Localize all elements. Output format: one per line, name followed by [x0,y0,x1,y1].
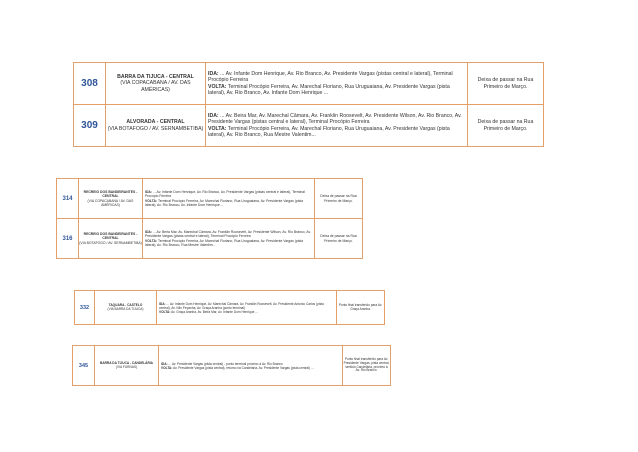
route-number: 332 [75,291,95,325]
ida-text: ... Av. Infante Dom Henrique, Av. Marechal Câmara, Av. Franklin Roosevelt, Av. Presidente Antonio Carlos (pista central), Av. Nilo Peçanha, Av. Graça Aranha (ponto terminal) [159,301,324,310]
route-note: Deixa de passar na Rua Primeiro de Março. [468,63,544,105]
route-number: 309 [74,105,106,147]
ida-label: IDA: [208,70,219,77]
route-note: Deixa de passar na Rua Primeiro de Março. [315,219,363,259]
route-note: Ponto final transferido para Av. Graça Aranha. [337,291,385,325]
route-name-cell [106,105,206,147]
ida-label: IDA: [208,112,219,119]
route-name: RECREIO DOS BANDEIRANTES - CENTRAL [83,190,138,199]
ida-text: ... Av. Presidente Vargas (pista central) - ponto terminal próximo à Av. Rio Branco [168,361,283,366]
volta-label: VOLTA: [159,309,171,314]
volta-text: Terminal Procópio Ferreira, Av. Marechal Floriano, Rua Uruguaiana, Av. Presidente Vargas (pista lateral), Av. Rio Branco, Rua Mestre Valentim... [145,238,303,247]
volta-text: Terminal Procópio Ferreira, Av. Marechal Floriano, Rua Uruguaiana, Av. Presidente Vargas (pista lateral), Av. Rio Branco, Av. Infante Dom Henrique ... [208,83,450,96]
ida-label: IDA: [145,230,152,234]
table-row [74,105,544,147]
ida-label: IDA: [159,301,166,306]
volta-label: VOLTA: [208,83,227,90]
table-row [73,346,391,386]
route-name-cell [79,219,143,259]
route-description [206,63,468,105]
route-number: 314 [57,179,79,219]
route-name-cell [106,63,206,105]
ida-label: IDA: [145,190,152,194]
route-via: (VIA BOTAFOGO / AV. SERNAMBETIBA) [107,125,204,132]
route-name-cell [79,179,143,219]
route-name: TAQUARA - CASTELO [108,302,143,307]
table-row [57,179,363,219]
table-row [75,291,385,325]
route-name: BARRA DA TIJUCA - CANDELÁRIA [100,360,153,365]
route-via: (VIA BOTAFOGO / AV. SERNAMBETIBA) [79,240,142,245]
route-description [206,105,468,147]
volta-label: VOLTA: [145,238,158,243]
ida-text: ... Av. Infante Dom Henrique, Av. Rio Branco, Av. Presidente Vargas (pistas central e lateral), Terminal Procópio Ferreira [208,70,453,83]
volta-text: Av. Graça Aranha, Av. Beira Mar, Av. Infante Dom Henrique ... [171,309,258,314]
route-note: Ponto final transferido para Av. Presidente Vargas, pista central, sentido Candelária, próximo à Av. Rio Branco. [343,346,391,386]
route-note: Deixa de passar na Rua Primeiro de Março. [315,179,363,219]
volta-text: Av. Presidente Vargas (pista central), retorno na Candelária, Av. Presidente Vargas (pista central) ... [173,365,314,370]
route-via: (VIA COPACABANA / AV. DAS AMÉRICAS) [120,80,191,93]
route-name-cell [95,346,159,386]
route-via: (VIA BARRA DA TIJUCA) [107,306,144,311]
route-description [143,219,315,259]
table-row [74,63,544,105]
route-description [157,291,337,325]
route-note: Deixa de passar na Rua Primeiro de Março. [468,105,544,147]
route-name-cell [95,291,157,325]
route-via: (VIA FURNAS) [115,364,138,369]
route-description [143,179,315,219]
route-table-4 [72,345,391,386]
table-row [57,219,363,259]
ida-text: ... Av. Beira Mar, Av. Marechal Câmara, Av. Franklin Roosevelt, Av. Presidente Wilson, Av. Rio Branco, Av. Presidente Vargas (pistas central e lateral), Terminal Procópio Ferreira [208,112,462,125]
route-name: BARRA DA TIJUCA - CENTRAL [117,74,194,81]
volta-text: Terminal Procópio Ferreira, Av. Marechal Floriano, Rua Uruguaiana, Av. Presidente Vargas (pista lateral), Av. Rio Branco, Rua Mestre Valentim... [208,125,450,138]
route-name: RECREIO DOS BANDEIRANTES - CENTRAL [83,232,138,241]
ida-text: ... Av. Beira Mar, Av. Marechal Câmara, Av. Franklin Roosevelt, Av. Presidente Wilson, Av. Rio Branco, Av. Presidente Vargas (pistas central e lateral), Terminal Procópio Ferreira [145,230,311,239]
route-name: ALVORADA - CENTRAL [126,119,185,126]
route-number: 308 [74,63,106,105]
ida-text: ... Av. Infante Dom Henrique, Av. Rio Branco, Av. Presidente Vargas (pistas central e lateral), Terminal Procópio Ferreira [145,190,305,199]
route-description [159,346,343,386]
route-number: 345 [73,346,95,386]
route-table-2 [56,178,363,259]
ida-label: IDA: [161,361,168,366]
volta-label: VOLTA: [161,365,173,370]
volta-label: VOLTA: [145,198,158,203]
route-table-1 [73,62,544,147]
volta-label: VOLTA: [208,125,227,132]
route-number: 316 [57,219,79,259]
route-table-3 [74,290,385,325]
route-via: (VIA COPACABANA / AV. DAS AMÉRICAS) [87,198,134,207]
volta-text: Terminal Procópio Ferreira, Av. Marechal Floriano, Rua Uruguaiana, Av. Presidente Vargas (pista lateral), Av. Rio Branco, Av. Infante Dom Henrique... [145,198,303,207]
